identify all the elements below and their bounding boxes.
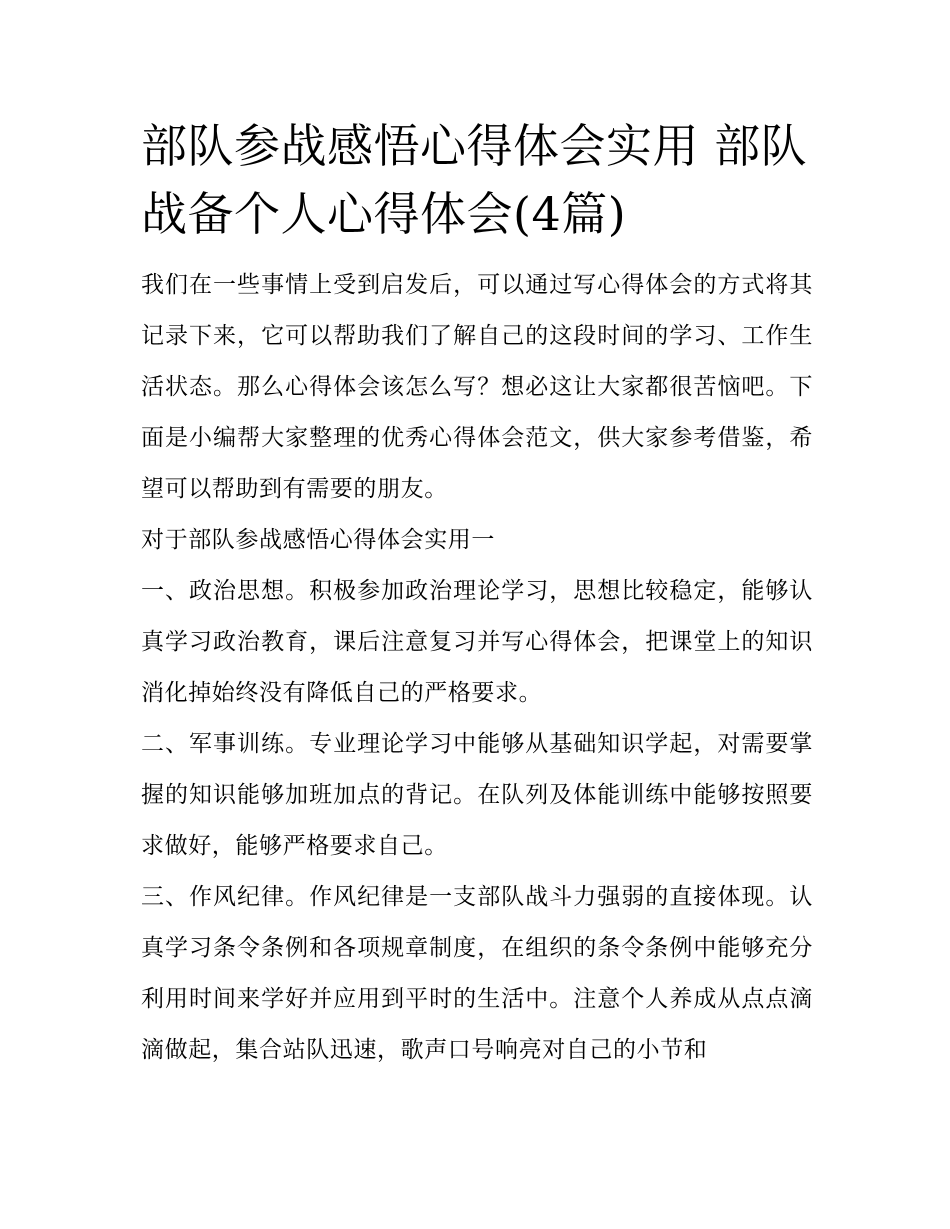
document-title: 部队参战感悟心得体会实用 部队战备个人心得体会(4篇)	[141, 119, 808, 241]
paragraph-political: 一、政治思想。积极参加政治理论学习，思想比较稳定，能够认真学习政治教育，课后注意复习并写心得体会，把课堂上的知识消化掉始终没有降低自己的严格要求。	[141, 578, 813, 706]
paragraph-military-training: 二、军事训练。专业理论学习中能够从基础知识学起，对需要掌握的知识能够加班加点的背记。在队列及体能训练中能够按照要求做好，能够严格要求自己。	[141, 731, 813, 859]
paragraph-discipline: 三、作风纪律。作风纪律是一支部队战斗力强弱的直接体现。认真学习条令条例和各项规章制度，在组织的条令条例中能够充分利用时间来学好并应用到平时的生活中。注意个人养成从点点滴滴做起，集合站队迅速，歌声口号响亮对自己的小节和	[141, 884, 813, 1063]
section-heading: 对于部队参战感悟心得体会实用一	[141, 527, 495, 553]
intro-paragraph: 我们在一些事情上受到启发后，可以通过写心得体会的方式将其记录下来，它可以帮助我们了解自己的这段时间的学习、工作生活状态。那么心得体会该怎么写？想必这让大家都很苦恼吧。下面是小编帮大家整理的优秀心得体会范文，供大家参考借鉴，希望可以帮助到有需要的朋友。	[141, 272, 813, 502]
document-page	[141, 112, 813, 1076]
